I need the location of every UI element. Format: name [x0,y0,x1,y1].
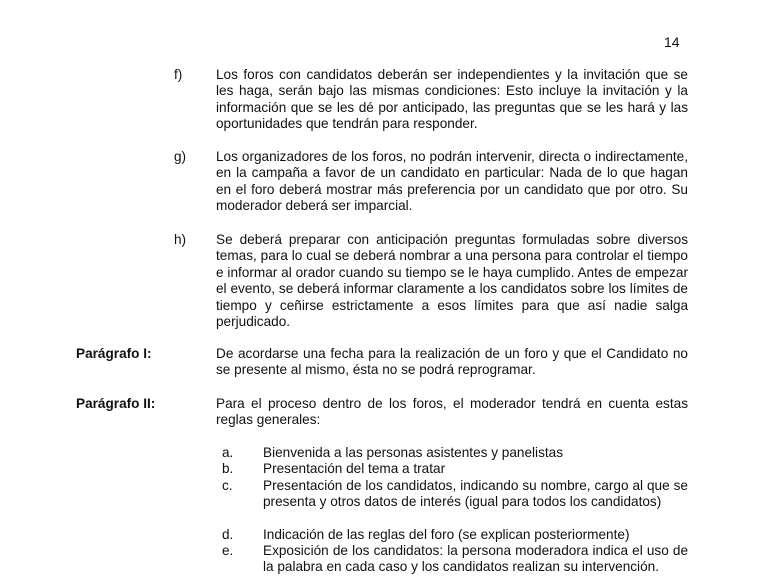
rule-text: Indicación de las reglas del foro (se explican posteriormente) [263,527,630,542]
rule-item [222,543,688,576]
item-label: g) [174,149,187,164]
rule-letter: e. [222,543,234,558]
rule-letter: a. [222,445,234,460]
rule-text: Bienvenida a las personas asistentes y panelistas [263,445,563,460]
item-text: Los foros con candidatos deberán ser independientes y la invitación que se les haga, serán bajo las mismas condiciones: Esto incluye la invitación y la información que se les dé por anticipado, las preguntas que se les hará y las oportunidades que tendrán para responder. [216,67,688,132]
item-label: f) [174,67,183,82]
rule-text: Presentación del tema a tratar [263,461,446,476]
page-number: 14 [664,34,680,50]
rule-letter: b. [222,461,234,476]
paragraph-label: Parágrafo I: [76,346,152,361]
list-item [174,149,688,215]
rule-item [222,445,688,461]
rule-text: Exposición de los candidatos: la persona moderadora indica el uso de la palabra en cada caso y los candidatos realizan su intervención. [263,543,688,575]
rule-letter: c. [222,478,233,493]
rule-item [222,461,688,477]
paragraph-text: De acordarse una fecha para la realización de un foro y que el Candidato no se presente al mismo, ésta no se podrá reprogramar. [216,346,688,378]
item-label: h) [174,232,187,247]
rule-letter: d. [222,527,234,542]
rule-item [222,527,688,543]
rule-text: Presentación de los candidatos, indicando su nombre, cargo al que se presenta y otros datos de interés (igual para todos los candidatos) [263,478,688,510]
list-item [174,67,688,133]
paragraph-i [76,346,688,379]
paragraph-ii [76,396,688,429]
paragraph-text: Para el proceso dentro de los foros, el moderador tendrá en cuenta estas reglas generales: [216,396,688,428]
item-text: Se deberá preparar con anticipación preguntas formuladas sobre diversos temas, para lo cual se deberá nombrar a una persona para controlar el tiempo e informar al orador cuando su tiempo se le haya cumplido. Antes de empezar el evento, se deberá informar claramente a los candidatos sobre los límites de tiempo y ceñirse estrictamente a esos límites para que así nadie salga perjudicado. [216,232,688,330]
item-text: Los organizadores de los foros, no podrán intervenir, directa o indirectamente, en la campaña a favor de un candidato en particular: Nada de lo que hagan en el foro deberá mostrar más preferencia por un candidato que por otro. Su moderador deberá ser imparcial. [216,149,688,214]
list-item [174,232,688,330]
paragraph-label: Parágrafo II: [76,396,156,411]
rule-item [222,478,688,511]
